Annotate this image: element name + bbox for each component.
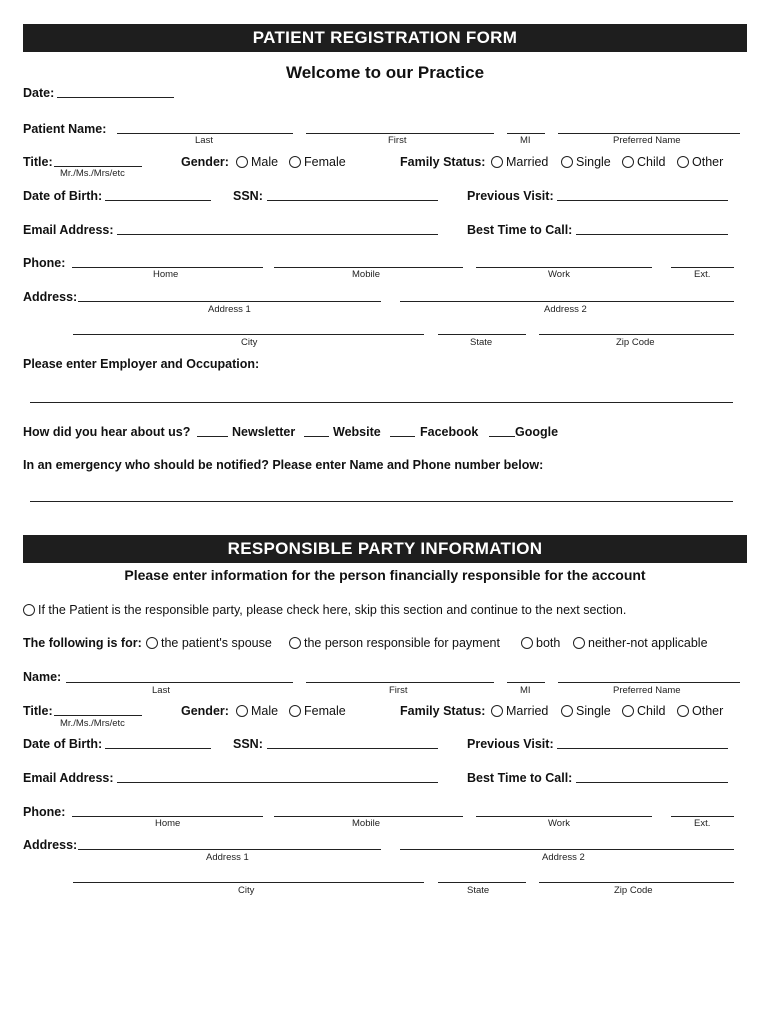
rp-family-married-radio[interactable]: Married (491, 704, 548, 718)
radio-circle-icon (289, 156, 301, 168)
google-option: Google (515, 425, 559, 439)
rp-first-sublabel: First (389, 685, 408, 696)
rp-mobile-sublabel: Mobile (352, 818, 380, 829)
facebook-option: Facebook (420, 425, 479, 439)
radio-circle-icon (289, 637, 301, 649)
phone-home-field[interactable] (72, 267, 263, 268)
for-both-radio[interactable]: both (521, 636, 560, 650)
rp-preferred-name-sublabel: Preferred Name (613, 685, 681, 696)
newsletter-option: Newsletter (232, 425, 296, 439)
title-field[interactable] (54, 166, 142, 167)
rp-family-child-radio[interactable]: Child (622, 704, 666, 718)
following-for-label: The following is for: (23, 636, 142, 650)
rp-phone-home-field[interactable] (72, 816, 263, 817)
rp-name-label: Name: (23, 670, 62, 684)
rp-phone-ext-field[interactable] (671, 816, 734, 817)
radio-circle-icon (236, 156, 248, 168)
email-label: Email Address: (23, 223, 114, 237)
emergency-label: In an emergency who should be notified? Please enter Name and Phone number below: (23, 458, 544, 472)
patient-preferred-name-field[interactable] (558, 133, 740, 134)
rp-phone-label: Phone: (23, 805, 66, 819)
rp-city-field[interactable] (73, 882, 424, 883)
radio-circle-icon (561, 156, 573, 168)
radio-circle-icon (622, 156, 634, 168)
rp-best-time-field[interactable] (576, 782, 728, 783)
email-field[interactable] (117, 234, 438, 235)
family-single-radio[interactable]: Single (561, 155, 611, 169)
family-child-radio[interactable]: Child (622, 155, 666, 169)
radio-circle-icon (573, 637, 585, 649)
radio-circle-icon (521, 637, 533, 649)
rp-zip-field[interactable] (539, 882, 734, 883)
employer-field[interactable] (30, 402, 733, 403)
patient-name-label: Patient Name: (23, 122, 107, 136)
rp-title-label: Title: (23, 704, 53, 718)
first-sublabel: First (388, 135, 407, 146)
state-field[interactable] (438, 334, 526, 335)
radio-circle-icon (146, 637, 158, 649)
address-2-sublabel: Address 2 (544, 304, 587, 315)
ext-sublabel: Ext. (694, 269, 711, 280)
rp-ssn-field[interactable] (267, 748, 438, 749)
rp-title-sublabel: Mr./Ms./Mrs/etc (60, 718, 125, 729)
rp-phone-mobile-field[interactable] (274, 816, 463, 817)
newsletter-blank[interactable] (197, 436, 228, 437)
rp-email-field[interactable] (117, 782, 438, 783)
preferred-name-sublabel: Preferred Name (613, 135, 681, 146)
rp-city-sublabel: City (238, 885, 255, 896)
family-status-label: Family Status: (400, 155, 486, 169)
ssn-field[interactable] (267, 200, 438, 201)
rp-family-other-radio[interactable]: Other (677, 704, 723, 718)
hear-about-label: How did you hear about us? (23, 425, 191, 439)
rp-email-label: Email Address: (23, 771, 114, 785)
rp-title-field[interactable] (54, 715, 142, 716)
home-sublabel: Home (153, 269, 179, 280)
rp-previous-visit-field[interactable] (557, 748, 728, 749)
rp-gender-male-radio[interactable]: Male (236, 704, 278, 718)
patient-mi-field[interactable] (507, 133, 545, 134)
title-label: Title: (23, 155, 53, 169)
rp-preferred-name-field[interactable] (558, 682, 740, 683)
phone-work-field[interactable] (476, 267, 652, 268)
rp-phone-work-field[interactable] (476, 816, 652, 817)
rp-gender-female-radio[interactable]: Female (289, 704, 346, 718)
rp-last-name-field[interactable] (66, 682, 293, 683)
employer-label: Please enter Employer and Occupation: (23, 357, 260, 371)
title-sublabel: Mr./Ms./Mrs/etc (60, 168, 125, 179)
radio-circle-icon (622, 705, 634, 717)
phone-mobile-field[interactable] (274, 267, 463, 268)
rp-family-single-radio[interactable]: Single (561, 704, 611, 718)
radio-circle-icon (677, 705, 689, 717)
city-sublabel: City (241, 337, 258, 348)
rp-address-label: Address: (23, 838, 78, 852)
form-title-bar (23, 24, 747, 52)
rp-address-1-field[interactable] (78, 849, 381, 850)
patient-first-name-field[interactable] (306, 133, 494, 134)
best-time-field[interactable] (576, 234, 728, 235)
rp-address-2-sublabel: Address 2 (542, 852, 585, 863)
gender-female-radio[interactable]: Female (289, 155, 346, 169)
rp-dob-field[interactable] (105, 748, 211, 749)
best-time-label: Best Time to Call: (467, 223, 573, 237)
rp-last-sublabel: Last (152, 685, 170, 696)
rp-ext-sublabel: Ext. (694, 818, 711, 829)
facebook-blank[interactable] (390, 436, 415, 437)
google-blank[interactable] (489, 436, 515, 437)
date-field[interactable] (57, 97, 174, 98)
phone-ext-field[interactable] (671, 267, 734, 268)
radio-circle-icon (491, 705, 503, 717)
rp-state-field[interactable] (438, 882, 526, 883)
emergency-field[interactable] (30, 501, 733, 502)
responsible-party-title: RESPONSIBLE PARTY INFORMATION (227, 539, 543, 558)
gender-male-radio[interactable]: Male (236, 155, 278, 169)
zip-sublabel: Zip Code (616, 337, 655, 348)
rp-address-2-field[interactable] (400, 849, 734, 850)
rp-first-name-field[interactable] (306, 682, 494, 683)
for-spouse-radio[interactable]: the patient's spouse (146, 636, 272, 650)
radio-circle-icon (561, 705, 573, 717)
phone-label: Phone: (23, 256, 66, 270)
patient-is-responsible-radio[interactable]: If the Patient is the responsible party, please check here, skip this section and continue to the next section. (23, 603, 626, 617)
previous-visit-label: Previous Visit: (467, 189, 554, 203)
website-option: Website (333, 425, 381, 439)
patient-last-name-field[interactable] (117, 133, 293, 134)
responsible-party-bar (23, 535, 747, 563)
rp-best-time-label: Best Time to Call: (467, 771, 573, 785)
rp-ssn-label: SSN: (233, 737, 263, 751)
rp-state-sublabel: State (467, 885, 490, 896)
rp-work-sublabel: Work (548, 818, 570, 829)
address-label: Address: (23, 290, 78, 304)
for-neither-radio[interactable]: neither-not applicable (573, 636, 708, 650)
state-sublabel: State (470, 337, 493, 348)
city-field[interactable] (73, 334, 424, 335)
family-other-radio[interactable]: Other (677, 155, 723, 169)
welcome-heading: Welcome to our Practice (285, 63, 485, 82)
previous-visit-field[interactable] (557, 200, 728, 201)
rp-mi-sublabel: MI (520, 685, 531, 696)
mobile-sublabel: Mobile (352, 269, 380, 280)
address-1-sublabel: Address 1 (208, 304, 251, 315)
rp-home-sublabel: Home (155, 818, 181, 829)
rp-gender-label: Gender: (181, 704, 229, 718)
dob-field[interactable] (105, 200, 211, 201)
zip-field[interactable] (539, 334, 734, 335)
rp-family-status-label: Family Status: (400, 704, 486, 718)
for-payer-radio[interactable]: the person responsible for payment (289, 636, 500, 650)
mi-sublabel: MI (520, 135, 531, 146)
radio-circle-icon (491, 156, 503, 168)
ssn-label: SSN: (233, 189, 263, 203)
radio-circle-icon (23, 604, 35, 616)
form-title: PATIENT REGISTRATION FORM (252, 28, 518, 47)
date-label: Date: (23, 86, 55, 100)
responsible-subtitle: Please enter information for the person financially responsible for the account (124, 567, 646, 583)
rp-mi-field[interactable] (507, 682, 545, 683)
radio-circle-icon (289, 705, 301, 717)
work-sublabel: Work (548, 269, 570, 280)
rp-address-1-sublabel: Address 1 (206, 852, 249, 863)
radio-circle-icon (677, 156, 689, 168)
website-blank[interactable] (304, 436, 329, 437)
address-1-field[interactable] (78, 301, 381, 302)
rp-zip-sublabel: Zip Code (614, 885, 653, 896)
dob-label: Date of Birth: (23, 189, 103, 203)
last-sublabel: Last (195, 135, 213, 146)
radio-circle-icon (236, 705, 248, 717)
family-married-radio[interactable]: Married (491, 155, 548, 169)
address-2-field[interactable] (400, 301, 734, 302)
gender-label: Gender: (181, 155, 229, 169)
rp-dob-label: Date of Birth: (23, 737, 103, 751)
rp-previous-visit-label: Previous Visit: (467, 737, 554, 751)
